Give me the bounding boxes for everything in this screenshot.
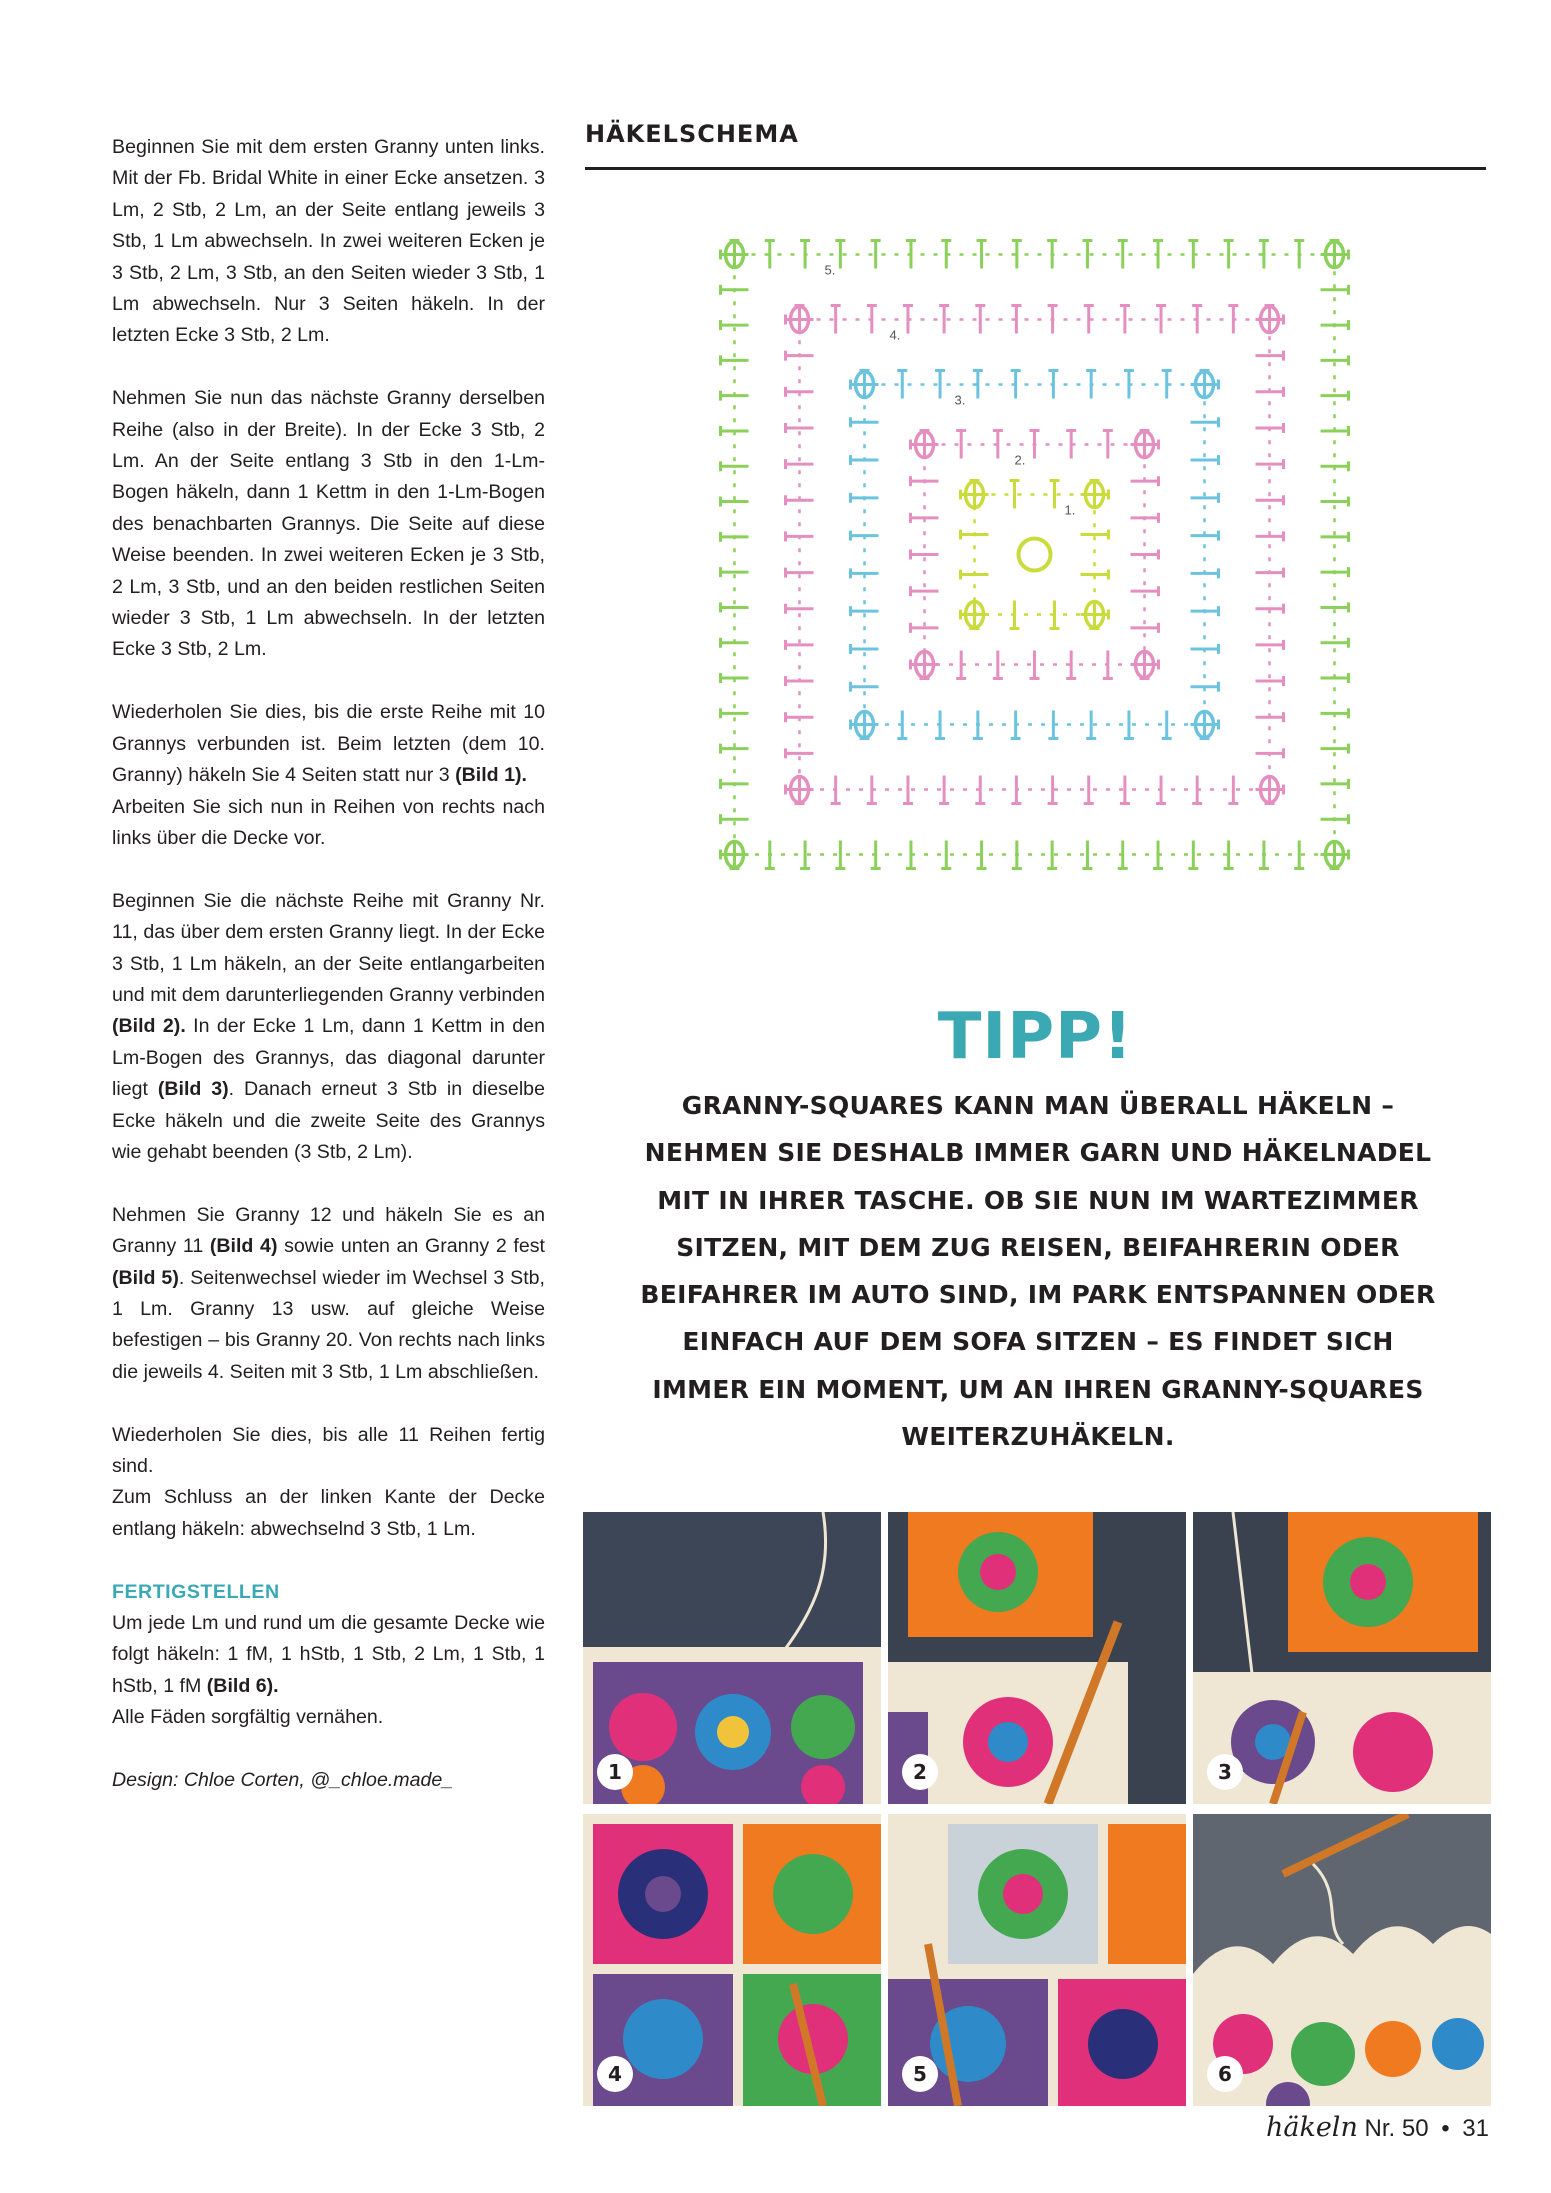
instruction-paragraph: Um jede Lm und rund um die gesamte Decke wie folgt häkeln: 1 fM, 1 hStb, 1 Stb, 2 Lm, 1 Stb, 1 hStb, 1 fM (Bild 6). — [112, 1612, 545, 1697]
footer-bullet: • — [1441, 2115, 1450, 2142]
photo-step-4 — [583, 1814, 881, 2106]
instructions-column — [112, 132, 545, 1828]
page-footer — [1266, 2112, 1489, 2143]
section-heading: FERTIGSTELLEN — [112, 1580, 280, 1603]
instruction-paragraph: Arbeiten Sie sich nun in Reihen von rechts nach links über die Decke vor. — [112, 795, 545, 849]
photo-step-2 — [888, 1512, 1186, 1804]
instruction-paragraph: Wiederholen Sie dies, bis die erste Reihe mit 10 Grannys verbunden ist. Beim letzten (dem 10. Granny) häkeln Sie 4 Seiten statt nur 3 (Bild 1). — [112, 701, 545, 787]
instruction-paragraph: Beginnen Sie mit dem ersten Granny unten links. Mit der Fb. Bridal White in einer Ecke ansetzen. 3 Lm, 2 Stb, 2 Lm, an der Seite entlang jeweils 3 Stb, 1 Lm abwechseln. In zwei weiteren Ecken je 3 Stb, 2 Lm, 3 Stb, an den Seiten wieder 3 Stb, 1 Lm abwechseln. Nur 3 Seiten häkeln. In der letzten Ecke 3 Stb, 2 Lm. — [112, 136, 545, 347]
schema-title: HÄKELSCHEMA — [585, 120, 799, 148]
design-credit: Design: Chloe Corten, @_chloe.made_ — [112, 1769, 454, 1792]
crochet-chart — [712, 232, 1357, 877]
photo-number: 1 — [597, 1754, 633, 1790]
magazine-name: häkeln — [1265, 2112, 1358, 2143]
instruction-paragraph: Wiederholen Sie dies, bis alle 11 Reihen fertig sind. — [112, 1423, 545, 1477]
photo-number: 2 — [902, 1754, 938, 1790]
round-label: 5. — [824, 262, 836, 278]
photo-number: 4 — [597, 2056, 633, 2092]
instruction-paragraph: Alle Fäden sorgfältig vernähen. — [112, 1706, 384, 1729]
photo-step-6 — [1193, 1814, 1491, 2106]
round-outline — [975, 495, 1095, 615]
round-label: 1. — [1064, 502, 1076, 518]
photo-number: 3 — [1207, 1754, 1243, 1790]
page-number: 31 — [1462, 2115, 1489, 2142]
round-outline — [925, 445, 1145, 665]
round-outline — [735, 255, 1335, 855]
tip-text: GRANNY-SQUARES KANN MAN ÜBERALL HÄKELN – NEHMEN SIE DESHALB IMMER GARN UND HÄKELNADEL MIT IN IHRER TASCHE. OB SIE NUN IM WARTEZIMMER SITZEN, MIT DEM ZUG REISEN, BEIFAHRERIN ODER BEIFAHRER IM AUTO SIND, IM PARK ENTSPANNEN ODER EINFACH AUF DEM SOFA SITZEN – ES FINDET SICH IMMER EIN MOMENT, UM AN IHREN GRANNY-SQUARES WEITERZUHÄKELN. — [640, 1091, 1436, 1452]
photo-step-5 — [888, 1814, 1186, 2106]
round-label: 2. — [1014, 452, 1026, 468]
divider — [585, 167, 1486, 170]
magic-ring — [1019, 539, 1051, 571]
photo-grid — [583, 1512, 1493, 2112]
instruction-paragraph: Beginnen Sie die nächste Reihe mit Granny Nr. 11, das über dem ersten Granny liegt. In der Ecke 3 Stb, 1 Lm häkeln, an der Seite entlangarbeiten und mit dem darunterliegenden Granny verbinden (Bild 2). In der Ecke 1 Lm, dann 1 Kettm in den Lm-Bogen des Grannys, das diagonal darunter liegt (Bild 3). Danach erneut 3 Stb in dieselbe Ecke häkeln und die zweite Seite des Grannys wie gehabt beenden (3 Stb, 2 Lm). — [112, 889, 545, 1163]
round-outline — [800, 320, 1270, 790]
round-label: 3. — [954, 392, 966, 408]
photo-step-3 — [1193, 1512, 1491, 1804]
instruction-paragraph: Nehmen Sie nun das nächste Granny derselben Reihe (also in der Breite). In der Ecke 3 Stb, 2 Lm. An der Seite entlang 3 Stb in den 1-Lm-Bogen häkeln, dann 1 Kettm in den 1-Lm-Bogen des benachbarten Grannys. Die Seite auf diese Weise beenden. In zwei weiteren Ecken je 3 Stb, 2 Lm, 3 Stb, und an den beiden restlichen Seiten wieder 3 Stb, 1 Lm abwechseln. In der letzten Ecke 3 Stb, 2 Lm. — [112, 387, 545, 661]
tip-title: TIPP! — [937, 1000, 1134, 1074]
photo-step-1 — [583, 1512, 881, 1804]
instruction-paragraph: Zum Schluss an der linken Kante der Decke entlang häkeln: abwechselnd 3 Stb, 1 Lm. — [112, 1486, 545, 1540]
photo-number: 5 — [902, 2056, 938, 2092]
issue-number: Nr. 50 — [1364, 2115, 1429, 2142]
instruction-paragraph: Nehmen Sie Granny 12 und häkeln Sie es an Granny 11 (Bild 4) sowie unten an Granny 2 fest (Bild 5). Seitenwechsel wieder im Wechsel 3 Stb, 1 Lm. Granny 13 usw. auf gleiche Weise befestigen – bis Granny 20. Von rechts nach links die jeweils 4. Seiten mit 3 Stb, 1 Lm abschließen. — [112, 1203, 545, 1383]
photo-number: 6 — [1207, 2056, 1243, 2092]
granny-pattern — [593, 1662, 863, 1804]
round-label: 4. — [889, 327, 901, 343]
